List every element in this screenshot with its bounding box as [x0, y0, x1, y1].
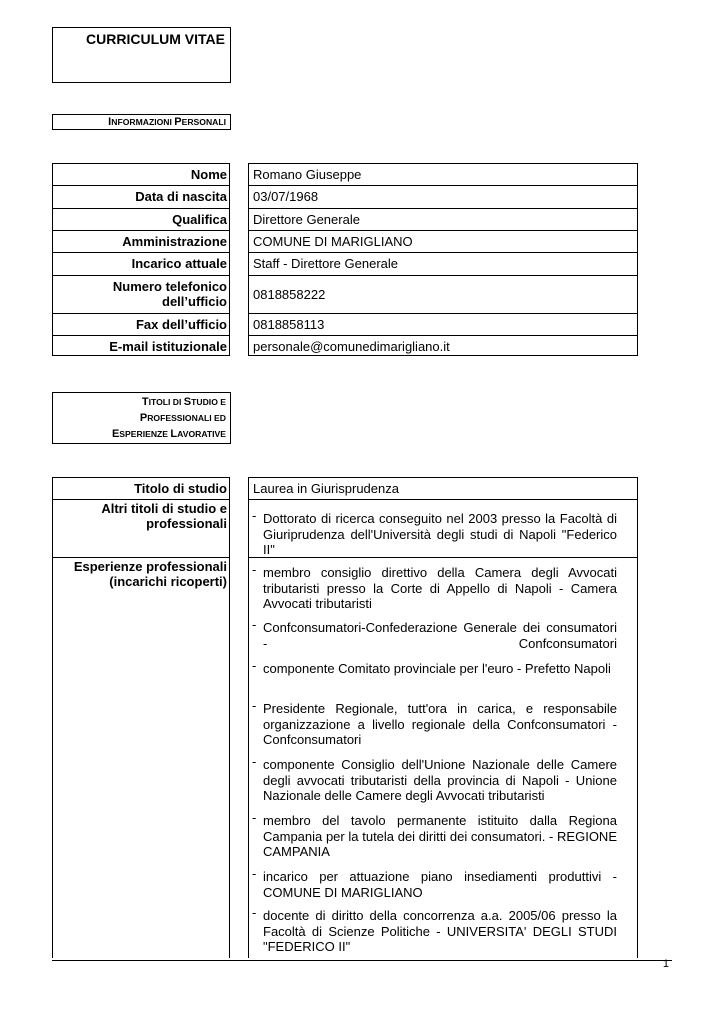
list-item: - componente Consiglio dell'Unione Nazionale delle Camere degli avvocati tributaristi della provincia di Napoli - Unione Nazionale delle Camere degli Avvocati tributaristi [252, 754, 617, 803]
label-numero-telefonico: Numero telefonico dell’ufficio [53, 275, 229, 314]
label-altri-titoli: Altri titoli di studio e professionali [53, 499, 229, 537]
value-titolo-studio: Laurea in Giurisprudenza [253, 481, 399, 496]
education-labels-column [52, 477, 230, 958]
label-esperienze: Esperienze professionali (incarichi ricoperti) [53, 557, 229, 597]
title-box [52, 27, 231, 83]
value-incarico-attuale: Staff - Direttore Generale [249, 252, 637, 275]
label-qualifica: Qualifica [53, 208, 229, 231]
label-titolo-studio: Titolo di studio [134, 481, 227, 496]
value-nome: Romano Giuseppe [253, 167, 362, 182]
altri-titoli-cell [249, 499, 637, 559]
label-incarico-attuale: Incarico attuale [53, 252, 229, 275]
list-item: - Presidente Regionale, tutt'ora in carica, e responsabile organizzazione a livello regionale della Confconsumatori - Confconsumatori [252, 698, 617, 747]
value-numero-telefonico: 0818858222 [249, 275, 637, 314]
list-item: - Dottorato di ricerca conseguito nel 2003 presso la Facoltà di Giuriprudenza dell'Università degli studi di Napoli "Federico II" [252, 508, 617, 557]
section-header-titoli: TITOLI DI STUDIO E PROFESSIONALI ED ESPERIENZE LAVORATIVE [52, 392, 231, 444]
value-email: personale@comunedimarigliano.it [249, 335, 637, 356]
label-data-nascita: Data di nascita [53, 185, 229, 208]
personal-labels-column [52, 163, 230, 356]
value-qualifica: Direttore Generale [249, 208, 637, 231]
value-data-nascita: 03/07/1968 [249, 185, 637, 208]
list-item: - incarico per attuazione piano insediamenti produttivi - COMUNE DI MARIGLIANO [252, 866, 617, 900]
label-nome: Nome [190, 167, 227, 182]
value-amministrazione: COMUNE DI MARIGLIANO [249, 230, 637, 253]
document-title: CURRICULUM VITAE [86, 31, 225, 47]
list-item: - membro del tavolo permanente istituito dalla Regiona Campania per la tutela dei diritti dei consumatori. - REGIONE CAMPANIA [252, 810, 617, 859]
list-item: - docente di diritto della concorrenza a.a. 2005/06 presso la Facoltà di Scienze Politiche - UNIVERSITA' DEGLI STUDI "FEDERICO II" [252, 905, 617, 954]
label-email: E-mail istituzionale [53, 335, 229, 356]
personal-values-column [248, 163, 638, 356]
label-amministrazione: Amministrazione [53, 230, 229, 253]
page-number: 1 [662, 958, 669, 970]
education-values-column [248, 477, 638, 958]
value-fax: 0818858113 [249, 313, 637, 335]
section-header-personal: INFORMAZIONI PERSONALI [52, 114, 231, 130]
list-item: - membro consiglio direttivo della Camera degli Avvocati tributaristi presso la Corte di Appello di Napoli - Camera Avvocati tributaristi [252, 562, 617, 611]
footer-rule [52, 960, 672, 961]
esperienze-cell [249, 557, 637, 959]
list-item: - Confconsumatori-Confederazione Generale dei consumatori - Confconsumatori [252, 617, 617, 651]
label-fax: Fax dell’ufficio [53, 313, 229, 335]
list-item: - componente Comitato provinciale per l'euro - Prefetto Napoli [252, 658, 611, 676]
